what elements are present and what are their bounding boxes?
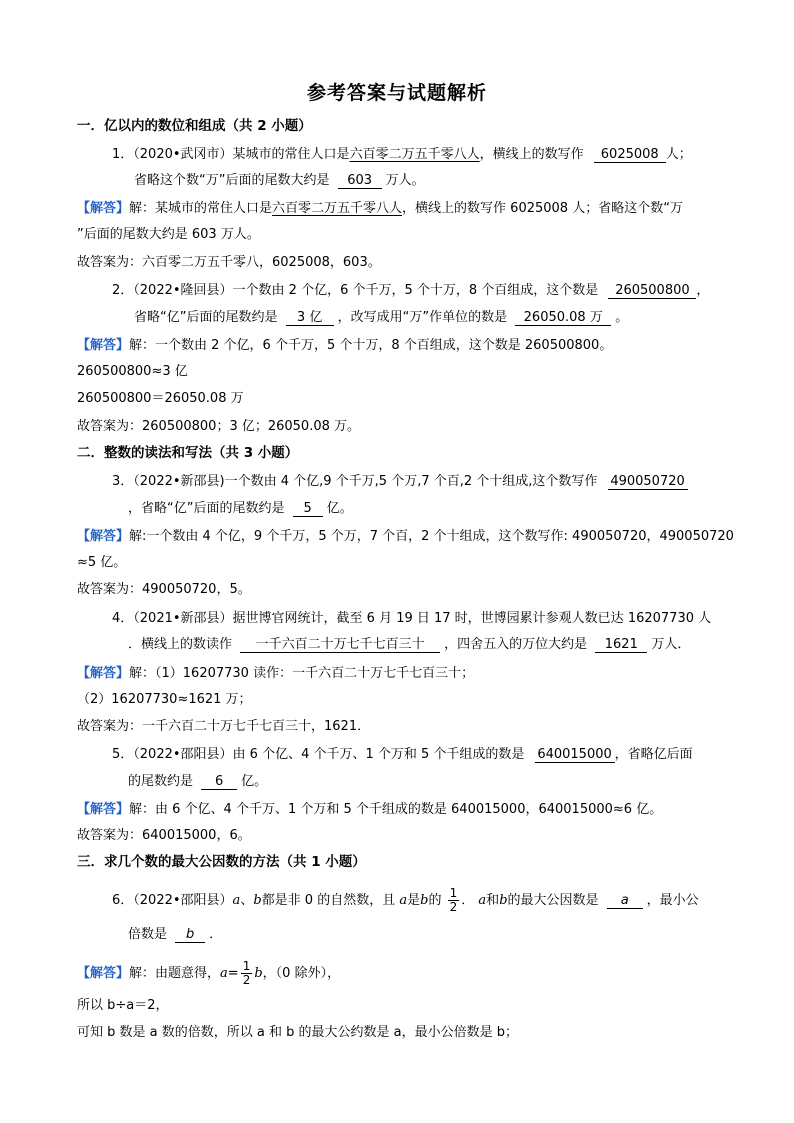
answer-blank: 5 [293,501,323,517]
answer-blank: 260500800 [608,283,696,299]
fraction-one-half: $\frac{1}{2}$ [242,959,251,987]
answer-blank: b [175,927,205,943]
answer-blank: 490050720 [608,474,688,490]
fraction-one-half: $\frac{1}{2}$ [449,886,458,914]
question-3-line-2: ，省略“亿”后面的尾数约是 5 亿。 [128,501,353,516]
answer-tag: 【解答】 [77,529,130,544]
question-4-line-1: 4．（2021•新邵县）据世博官网统计，截至 6 月 19 日 17 时，世博园累计参观人数已达 16207730 人 [112,611,712,626]
answer-blank: 26050.08 万 [515,310,611,326]
answer-tag: 【解答】 [77,802,130,817]
answer-tag: 【解答】 [77,338,130,353]
answer-3-final: 故答案为：490050720，5。 [77,582,251,597]
section-heading-2: 二．整数的读法和写法（共 3 小题） [77,445,299,461]
answer-blank: 3 亿 [286,310,334,326]
answer-2-line-3: 260500800＝26050.08 万 [77,391,244,406]
answer-blank: 一千六百二十万七千七百三十 [240,637,440,653]
answer-2-line-2: 260500800≈3 亿 [77,364,188,379]
question-6-line-2: 倍数是 b ． [128,927,223,942]
question-4-line-2: ．横线上的数读作 一千六百二十万七千七百三十 ，四舍五入的万位大约是 1621 万人． [128,637,691,652]
answer-4-line-1: 【解答】解：（1）16207730 读作：一千六百二十万七千七百三十； [77,666,475,681]
answer-3-line-2: ≈5 亿。 [77,555,127,570]
answer-5-final: 故答案为：640015000，6。 [77,828,251,843]
section-heading-1: 一．亿以内的数位和组成（共 2 小题） [77,118,312,134]
answer-6-line-2: 所以 b÷a＝2， [77,998,169,1013]
answer-5-line-1: 【解答】解：由 6 个亿、4 个千万、1 个万和 5 个千组成的数是 640015000，640015000≈6 亿。 [77,802,663,817]
answer-1-final: 故答案为：六百零二万五千零八，6025008，603。 [77,255,381,270]
answer-blank: a [607,893,643,909]
answer-2-line-1: 【解答】解：一个数由 2 个亿，6 个千万，5 个十万，8 个百组成，这个数是 260500800。 [77,338,613,353]
answer-4-final: 故答案为：一千六百二十万七千七百三十，1621． [77,719,371,734]
answer-tag: 【解答】 [77,966,130,981]
answer-6-line-3: 可知 b 数是 a 数的倍数，所以 a 和 b 的最大公约数是 a，最小公倍数是 b； [77,1025,518,1040]
answer-blank: 603 [338,173,382,189]
answer-1-line-1: 【解答】解：某城市的常住人口是六百零二万五千零八人，横线上的数写作 6025008 人；省略这个数“万 [77,201,683,216]
question-5-line-1: 5．（2022•邵阳县）由 6 个亿、4 个千万、1 个万和 5 个千组成的数是 640015000 ，省略亿后面 [112,747,693,762]
question-2-line-2: 省略“亿”后面的尾数约是 3 亿 ，改写成用“万”作单位的数是 26050.08 万 。 [134,310,629,325]
answer-3-line-1: 【解答】解:一个数由 4 个亿，9 个千万，5 个万，7 个百，2 个十组成，这个数写作: 490050720，490050720 [77,529,734,544]
question-2-line-1: 2．（2022•隆回县）一个数由 2 个亿，6 个千万，5 个十万，8 个百组成，这个数是 260500800 ， [112,283,710,298]
answer-6-line-1: 【解答】解：由题意得，a= $\frac{1}{2}$ b，（0 除外）， [77,959,341,987]
answer-2-final: 故答案为：260500800；3 亿；26050.08 万。 [77,419,361,434]
answer-tag: 【解答】 [77,666,130,681]
question-1-line-2: 省略这个数“万”后面的尾数大约是 603 万人。 [134,173,425,188]
answer-tag: 【解答】 [77,201,130,216]
answer-1-line-2: ”后面的尾数大约是 603 万人。 [77,227,260,242]
answer-blank: 640015000 [535,747,615,763]
question-1-line-1: 1．（2020•武冈市）某城市的常住人口是六百零二万五千零八人，横线上的数写作 6025008 人； [112,147,692,162]
answer-blank: 6 [201,774,237,790]
question-6-line-1: 6．（2022•邵阳县）a、b都是非 0 的自然数，且 a是b的 $\frac{1}{2}$ ． a和b的最大公因数是 a ，最小公 [112,886,699,914]
answer-blank: 1621 [595,637,647,653]
section-heading-3: 三．求几个数的最大公因数的方法（共 1 小题） [77,854,366,870]
page-title: 参考答案与试题解析 [306,82,487,104]
answer-blank: 6025008 [594,147,666,163]
question-3-line-1: 3．（2022•新邵县)一个数由 4 个亿,9 个千万,5 个万,7 个百,2 个十组成,这个数写作 490050720 [112,473,688,491]
question-5-line-2: 的尾数约是 6 亿。 [128,774,268,789]
answer-4-line-2: （2）16207730≈1621 万； [77,692,252,707]
